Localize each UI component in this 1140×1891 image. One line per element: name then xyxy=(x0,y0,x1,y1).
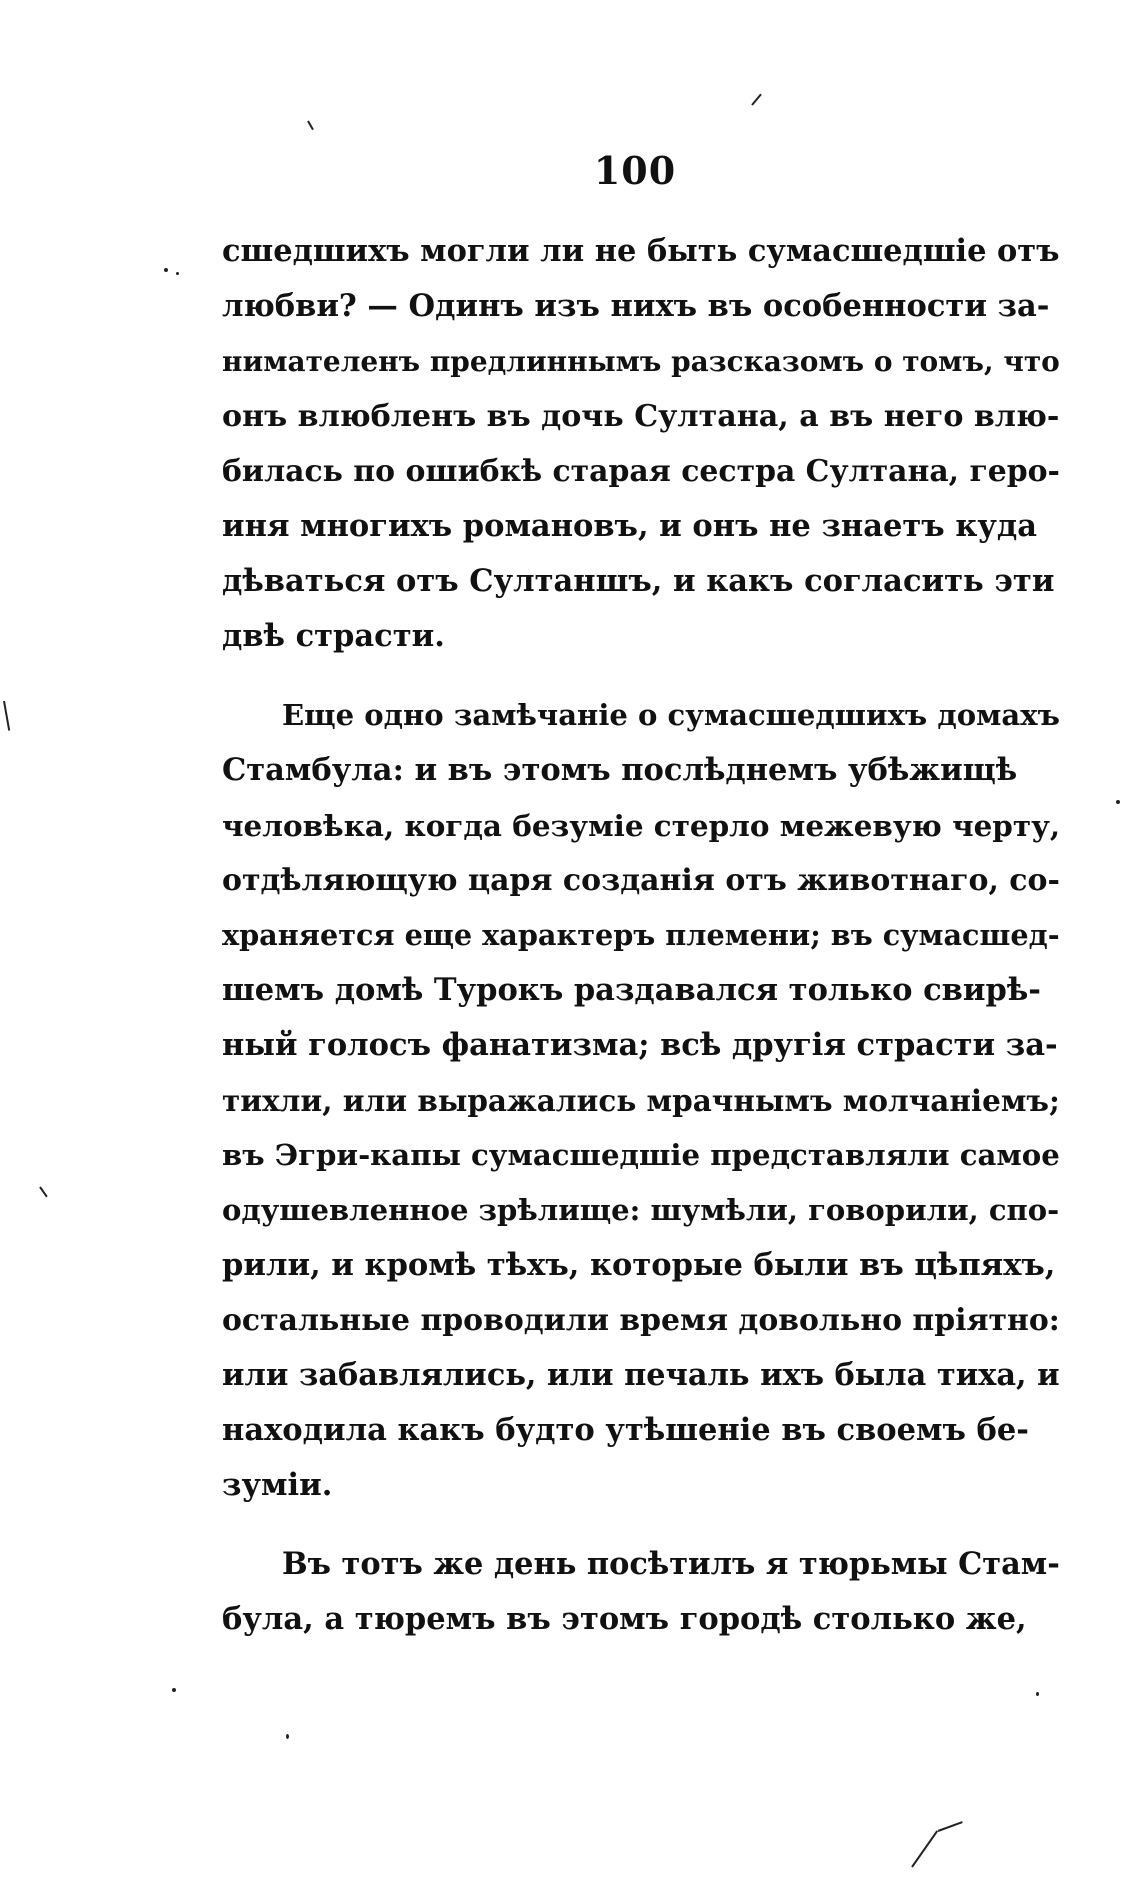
paragraph-gap xyxy=(222,1513,1060,1537)
text-line: Еще одно замѣчаніе о сумасшедшихъ домахъ xyxy=(282,698,1060,732)
page-number: 100 xyxy=(593,148,677,193)
scan-mark xyxy=(39,1186,48,1197)
scan-speck xyxy=(172,1688,176,1692)
text-line: одушевленное зрѣлище: шумѣли, говорили, спо- xyxy=(222,1193,1060,1227)
text-line: зуміи. xyxy=(222,1467,333,1503)
text-line: онъ влюбленъ въ дочь Султана, а въ него влю- xyxy=(222,399,1060,434)
text-line: храняется еще характеръ племени; въ сумасшед- xyxy=(222,918,1060,952)
scan-speck xyxy=(176,272,179,275)
scan-mark xyxy=(307,121,314,131)
scan-mark xyxy=(938,1821,963,1832)
text-line: двѣ страсти. xyxy=(222,618,445,654)
text-line: шемъ домѣ Турокъ раздавался только свирѣ- xyxy=(222,972,1041,1008)
text-line: въ Эгри-капы сумасшедшіе представляли самое xyxy=(222,1138,1060,1172)
text-line: отдѣляющую царя созданія отъ животнаго, со- xyxy=(222,863,1060,898)
text-line: любви? — Одинъ изъ нихъ въ особенности за- xyxy=(222,288,1050,324)
text-line: находила какъ будто утѣшеніе въ своемъ бе- xyxy=(222,1412,1029,1448)
scan-mark xyxy=(3,701,10,731)
scan-speck xyxy=(1036,1692,1039,1696)
text-line: Стамбула: и въ этомъ послѣднемъ убѣжищѣ xyxy=(222,752,1018,788)
text-line: билась по ошибкѣ старая сестра Султана, геро- xyxy=(222,454,1060,489)
text-line: була, а тюремъ въ этомъ городѣ столько же, xyxy=(222,1601,1027,1637)
scan-mark xyxy=(751,94,762,106)
scan-speck xyxy=(1116,800,1120,804)
text-line: человѣка, когда безуміе стерло межевую черту, xyxy=(222,808,1061,843)
text-line: тихли, или выражались мрачнымъ молчаніемъ; xyxy=(222,1083,1060,1118)
text-line: нимателенъ предлиннымъ разсказомъ о томъ, что xyxy=(222,345,1060,378)
text-line: или забавлялись, или печаль ихъ была тиха, и xyxy=(222,1357,1060,1393)
text-line: Въ тотъ же день посѣтилъ я тюрьмы Стам- xyxy=(282,1546,1060,1582)
text-line: остальные проводили время довольно пріятно: xyxy=(222,1303,1060,1338)
scan-mark xyxy=(911,1830,938,1867)
paragraph-gap xyxy=(222,664,1060,688)
text-line: ный голосъ фанатизма; всѣ другія страсти за- xyxy=(222,1027,1058,1063)
text-line: рили, и кромѣ тѣхъ, которые были въ цѣпяхъ, xyxy=(222,1247,1056,1283)
scan-speck xyxy=(286,1734,289,1739)
text-line: иня многихъ романовъ, и онъ не знаетъ куда xyxy=(222,508,1037,544)
text-line: дѣваться отъ Султаншъ, и какъ согласить эти xyxy=(222,563,1055,599)
body-text xyxy=(222,224,1060,1647)
text-line: сшедшихъ могли ли не быть сумасшедшіе отъ xyxy=(222,233,1060,269)
scan-speck xyxy=(164,268,168,272)
